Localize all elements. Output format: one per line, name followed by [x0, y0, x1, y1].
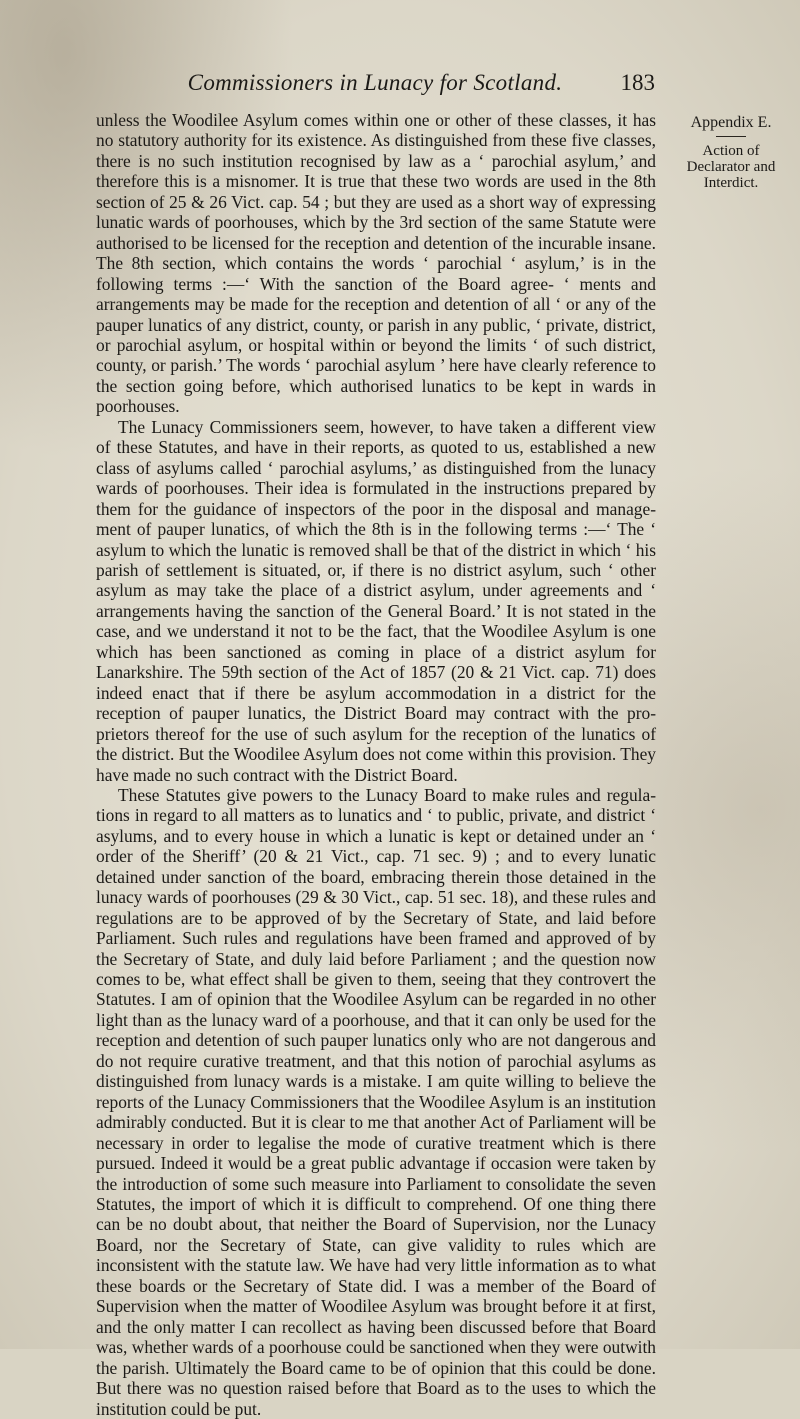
body-text [96, 110, 656, 1419]
paragraph-3: These Statutes give powers to the Lunacy Board to make rules and regula- tions in regard to all matters as to lunatics and ‘ to public, private, and district ‘ asylums, and to every house in which a lunatic is kept or detained under an ‘ order of the Sheriff’ (20 & 21 Vict., cap. 71 sec. 9) ; and to every lunatic detained under sanction of the board, embracing therein those detained in the lunacy wards of poorhouses (29 & 30 Vict., cap. 51 sec. 18), and these rules and regulations are to be approved of by the Secretary of State, and laid before Parliament. Such rules and regulations have been framed and approved of by the Secretary of State, and duly laid before Parliament ; and the question now comes to be, what effect shall be given to them, seeing that they controvert the Statutes. I am of opinion that the Woodilee Asylum can be regarded in no other light than as the lunacy ward of a poorhouse, and that it can only be used for the reception and detention of such pauper lunatics only who are not dangerous and do not require curative treatment, and that this notion of parochial asylums as distinguished from lunacy wards is a mistake. I am quite willing to believe the reports of the Lunacy Commissioners that the Woodilee Asylum is an institution admirably conducted. But it is clear to me that another Act of Parliament will be necessary in order to legalise the mode of curative treatment which is there pursued. Indeed it would be a great public advantage if occasion were taken by the introduction of some such measure into Parliament to consolidate the seven Statutes, the import of which it is difficult to comprehend. Of one thing there can be no doubt about, that neither the Board of Supervision, nor the Lunacy Board, nor the Secretary of State, can give validity to rules which are inconsistent with the statute law. We have had very little information as to what these boards or the Secretary of State did. I was a member of the Board of Supervision when the matter of Woodilee Asylum was brought before it at first, and the only matter I can recollect as having been discussed before that Board was, whether wards of a poorhouse could be sanctioned when they were outwith the parish. Ultimately the Board came to be of opinion that this could be done. But there was no question raised before that Board as to the uses to which the institution could be put. [96, 784, 656, 1419]
paragraph-1: unless the Woodilee Asylum comes within one or other of these classes, it has no statutory authority for its existence. As distinguished from these five classes, there is no such institution recognised by law as a ‘ parochial asylum,’ and therefore this is a misnomer. It is true that these two words are used in the 8th section of 25 & 26 Vict. cap. 54 ; but they are used as a short way of expressing lunatic wards of poorhouses, which by the 3rd section of the same Statute were authorised to be licensed for the reception and detention of the incurable insane. The 8th section, which contains the words ‘ parochial ‘ asylum,’ is in the following terms :—‘ With the sanction of the Board agree- ‘ ments and arrangements may be made for the reception and detention of all ‘ or any of the pauper lunatics of any district, county, or parish in any public, ‘ private, district, or parochial asylum, or hospital within or beyond the limits ‘ of such district, county, or parish.’ The words ‘ parochial asylum ’ here have clearly reference to the section going before, which authorised lunatics to be kept in wards in poorhouses. [96, 110, 656, 417]
margin-sidenote: Action of Declarator and Interdict. [686, 143, 776, 191]
margin-divider [716, 136, 746, 137]
running-title: Commissioners in Lunacy for Scotland. [187, 70, 563, 95]
margin-notes [670, 114, 792, 191]
margin-appendix-label: Appendix E. [690, 114, 772, 131]
page-number: 183 [620, 70, 655, 95]
paragraph-2: The Lunacy Commissioners seem, however, to have taken a different view of these Statutes, and have in their reports, as quoted to us, established a new class of asylums called ‘ parochial asylums,’ as distinguished from the lunacy wards of poorhouses. Their idea is formulated in the instructions prepared by them for the guidance of inspectors of the poor in the disposal and manage- ment of pauper lunatics, of which the 8th is in the following terms :—‘ The ‘ asylum to which the lunatic is removed shall be that of the district in which ‘ his parish of settlement is situated, or, if there is no district asylum, such ‘ other asylum as may take the place of a district asylum, under agreements and ‘ arrangements having the sanction of the General Board.’ It is not stated in the case, and we understand it not to be the fact, that the Woodilee Asylum is one which has been sanctioned as coming in place of a district asylum for Lanarkshire. The 59th section of the Act of 1857 (20 & 21 Vict. cap. 71) does indeed enact that if there be asylum accommodation in a district for the reception of pauper lunatics, the District Board may contract with the pro- prietors thereof for the use of such asylum for the reception of the lunatics of the district. But the Woodilee Asylum does not come within this provision. They have made no such contract with the District Board. [96, 416, 656, 785]
running-head [95, 70, 655, 100]
